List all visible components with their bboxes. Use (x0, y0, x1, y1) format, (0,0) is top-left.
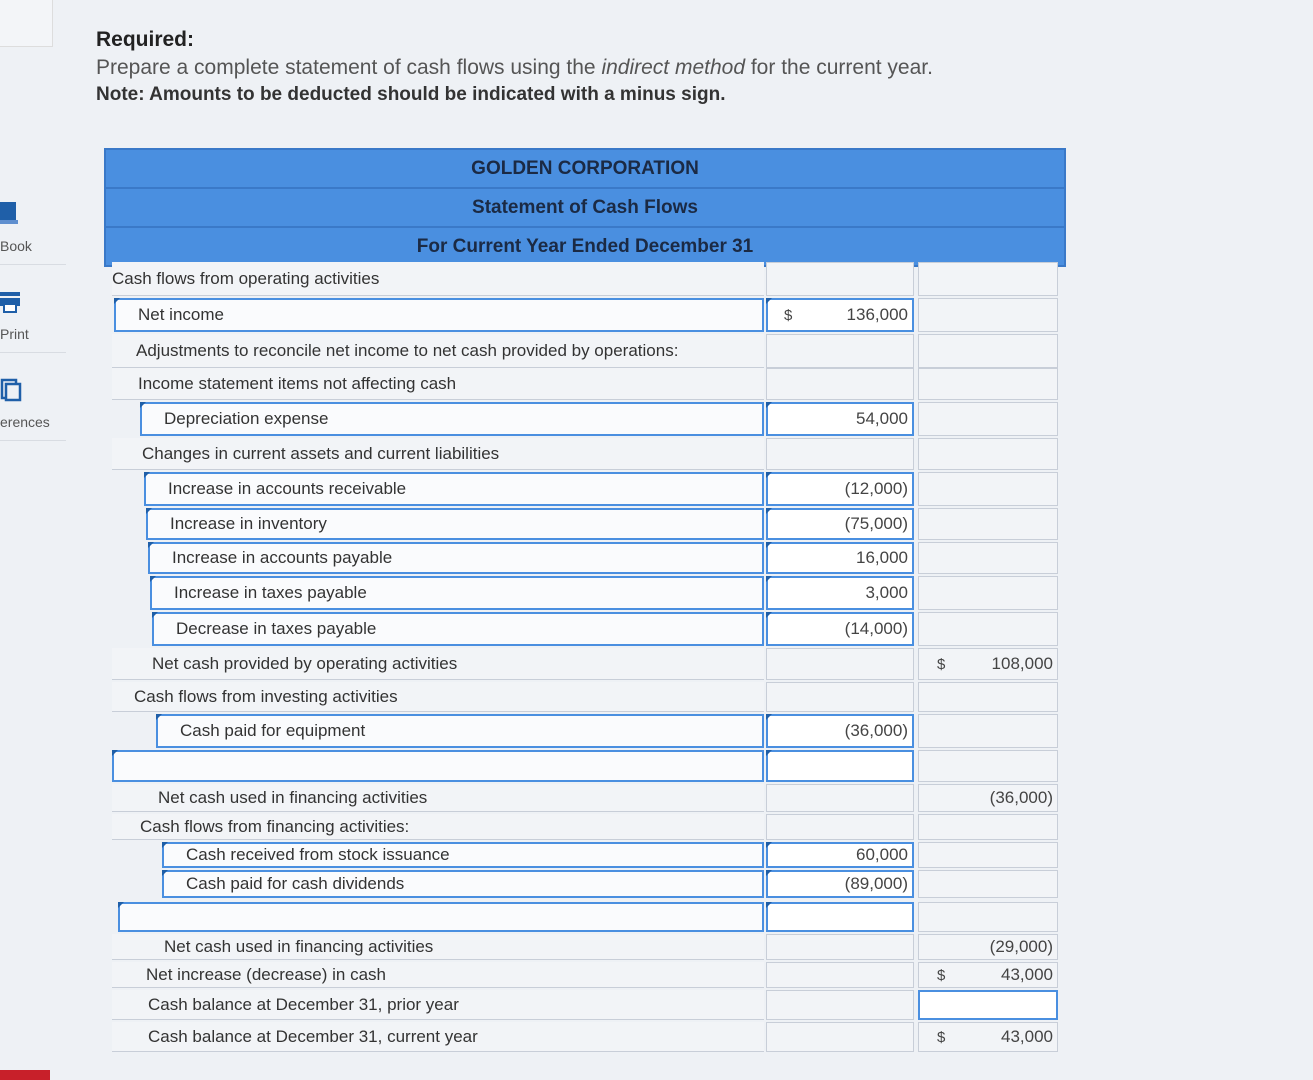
total-cell (918, 368, 1058, 400)
statement-row (112, 438, 1062, 470)
instruction-line (96, 56, 933, 80)
sidebar-item-print[interactable] (0, 270, 66, 353)
row-label: Cash balance at December 31, prior year (112, 990, 764, 1020)
statement-period: For Current Year Ended December 31 (104, 226, 1066, 267)
amount-value: (12,000) (844, 479, 908, 498)
statement-row (112, 508, 1062, 540)
amount-input[interactable] (766, 870, 914, 898)
statement-row (112, 402, 1062, 436)
statement-row (112, 612, 1062, 646)
amount-input[interactable] (766, 542, 914, 574)
statement-row (112, 472, 1062, 506)
dollar-sign: $ (937, 966, 946, 984)
amount-input[interactable] (766, 576, 914, 610)
total-cell (918, 508, 1058, 540)
statement-header (104, 148, 1066, 267)
total-cell (918, 402, 1058, 436)
row-label-select[interactable] (112, 750, 764, 782)
amount-input[interactable] (766, 902, 914, 932)
total-cell (918, 714, 1058, 748)
amount-input[interactable] (766, 508, 914, 540)
row-label-select[interactable]: Decrease in taxes payable (152, 612, 764, 646)
total-value: 43,000 (1001, 1027, 1053, 1046)
row-label: Changes in current assets and current liabilities (112, 438, 764, 470)
amount-cell (766, 648, 914, 680)
statement-row (112, 262, 1062, 296)
amount-input[interactable] (766, 298, 914, 332)
statement-row (112, 870, 1062, 898)
row-label: Net cash used in financing activities (112, 784, 764, 812)
amount-cell (766, 368, 914, 400)
amount-input[interactable] (766, 612, 914, 646)
row-label-select[interactable]: Increase in accounts receivable (144, 472, 764, 506)
row-label-select[interactable]: Cash paid for cash dividends (162, 870, 764, 898)
amount-value: (75,000) (844, 514, 908, 533)
statement-row (112, 962, 1062, 988)
total-cell (918, 612, 1058, 646)
total-cell (918, 902, 1058, 932)
row-label-select[interactable]: Increase in accounts payable (148, 542, 764, 574)
instruction-text-end: for the current year. (745, 56, 933, 79)
dollar-sign: $ (937, 1028, 946, 1046)
amount-value: 136,000 (846, 305, 908, 324)
total-cell (918, 298, 1058, 332)
total-cell (918, 1022, 1058, 1052)
amount-value: 3,000 (865, 583, 908, 602)
instruction-emphasis: indirect method (601, 56, 746, 79)
row-label-select[interactable]: Cash paid for equipment (156, 714, 764, 748)
required-title: Required: (96, 28, 195, 51)
total-value: 108,000 (991, 654, 1053, 673)
references-icon (0, 376, 22, 402)
sidebar-item-label: Print (0, 326, 29, 342)
amount-value: (14,000) (844, 619, 908, 638)
statement-row (112, 814, 1062, 840)
statement-row (112, 298, 1062, 332)
total-cell (918, 962, 1058, 988)
row-label: Net increase (decrease) in cash (112, 962, 764, 988)
company-name: GOLDEN CORPORATION (104, 148, 1066, 187)
amount-value: 16,000 (856, 548, 908, 567)
sidebar (0, 0, 72, 1080)
row-label-select[interactable]: Increase in inventory (146, 508, 764, 540)
red-tab (0, 1070, 50, 1080)
total-cell (918, 784, 1058, 812)
dollar-sign: $ (937, 655, 946, 673)
total-cell (918, 750, 1058, 782)
amount-cell (766, 1022, 914, 1052)
sidebar-top-panel (0, 0, 53, 47)
row-label: Cash balance at December 31, current year (112, 1022, 764, 1052)
dollar-sign: $ (784, 306, 793, 324)
statement-row (112, 334, 1062, 368)
amount-cell (766, 438, 914, 470)
total-value: (36,000) (989, 788, 1053, 807)
sidebar-item-book[interactable] (0, 182, 66, 265)
row-label: Cash flows from operating activities (112, 262, 764, 296)
total-cell (918, 438, 1058, 470)
row-label: Income statement items not affecting cash (112, 368, 764, 400)
sidebar-item-references[interactable] (0, 358, 66, 441)
statement-row (112, 648, 1062, 680)
total-value: 43,000 (1001, 965, 1053, 984)
amount-value: (89,000) (844, 874, 908, 893)
statement-row (112, 576, 1062, 610)
amount-value: 54,000 (856, 409, 908, 428)
print-icon (0, 288, 22, 314)
book-icon (0, 200, 22, 226)
amount-cell (766, 814, 914, 840)
row-label: Net cash provided by operating activities (112, 648, 764, 680)
amount-value: 60,000 (856, 845, 908, 864)
statement-row (112, 842, 1062, 868)
row-label-select[interactable]: Cash received from stock issuance (162, 842, 764, 868)
total-cell (918, 870, 1058, 898)
amount-cell (766, 334, 914, 368)
total-cell (918, 472, 1058, 506)
statement-row (112, 542, 1062, 574)
row-label-select[interactable]: Increase in taxes payable (150, 576, 764, 610)
total-cell (918, 814, 1058, 840)
sidebar-item-label: Book (0, 238, 32, 254)
instruction-text: Prepare a complete statement of cash flows using the (96, 56, 602, 79)
amount-cell (766, 784, 914, 812)
total-cell (918, 576, 1058, 610)
statement-row (112, 784, 1062, 812)
total-cell (918, 262, 1058, 296)
row-label-select[interactable]: Net income (114, 298, 764, 332)
statement-row (112, 750, 1062, 782)
statement-row (112, 368, 1062, 400)
amount-cell (766, 990, 914, 1020)
amount-cell (766, 962, 914, 988)
statement-row (112, 682, 1062, 712)
amount-value: (36,000) (844, 721, 908, 740)
statement-row (112, 714, 1062, 748)
row-label: Net cash used in financing activities (112, 934, 764, 960)
statement-row (112, 902, 1062, 932)
total-cell (918, 842, 1058, 868)
instructions (96, 28, 933, 106)
row-label-select[interactable]: Depreciation expense (140, 402, 764, 436)
amount-cell (766, 934, 914, 960)
statement-row (112, 990, 1062, 1020)
sidebar-item-label: erences (0, 414, 50, 430)
amount-input[interactable] (766, 714, 914, 748)
total-cell (918, 542, 1058, 574)
total-cell (918, 934, 1058, 960)
amount-input[interactable] (766, 842, 914, 868)
total-input[interactable] (918, 990, 1058, 1020)
row-label-select[interactable] (118, 902, 764, 932)
amount-input[interactable] (766, 472, 914, 506)
amount-cell (766, 262, 914, 296)
statement-row (112, 934, 1062, 960)
total-value: (29,000) (989, 937, 1053, 956)
amount-input[interactable] (766, 402, 914, 436)
statement-row (112, 1022, 1062, 1052)
amount-cell (766, 682, 914, 712)
amount-input[interactable] (766, 750, 914, 782)
instruction-note: Note: Amounts to be deducted should be indicated with a minus sign. (96, 84, 726, 105)
row-label: Adjustments to reconcile net income to net cash provided by operations: (112, 334, 764, 368)
total-cell (918, 682, 1058, 712)
total-cell (918, 334, 1058, 368)
total-cell (918, 648, 1058, 680)
row-label: Cash flows from investing activities (112, 682, 764, 712)
row-label: Cash flows from financing activities: (112, 814, 764, 840)
statement-name: Statement of Cash Flows (104, 187, 1066, 226)
